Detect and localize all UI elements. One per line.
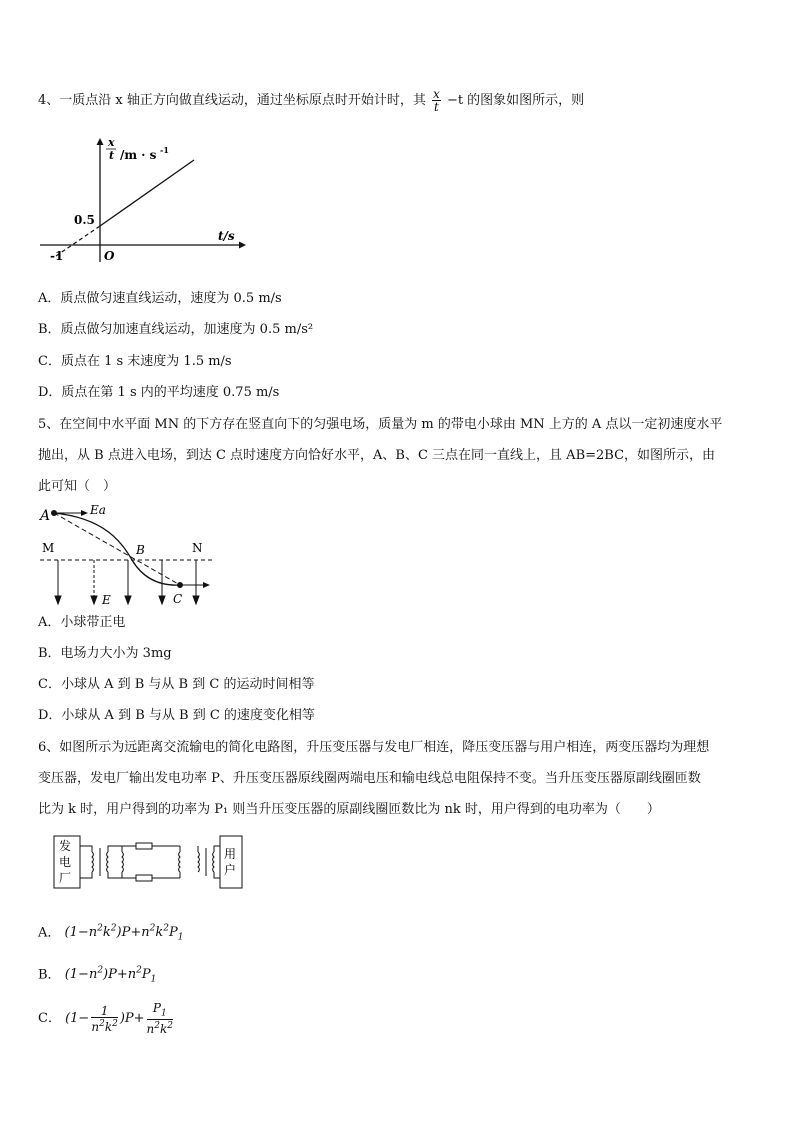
q6-coil-right bbox=[179, 852, 180, 872]
q4-x-intercept-label: -1 bbox=[50, 249, 64, 263]
q6-t2-primary bbox=[198, 852, 199, 872]
q6-choice-c-letter: C． bbox=[38, 1011, 61, 1027]
q5-label-a: A bbox=[40, 508, 51, 524]
q5-choice-c: C．小球从 A 到 B 与从 B 到 C 的运动时间相等 bbox=[38, 677, 315, 692]
q6-t1-secondary bbox=[107, 852, 108, 872]
q6-choice-c-formula: (1− $\frac{1}{n^2k^2}$ )P+ $\frac{P_1}{n^2k^2}$ bbox=[65, 1001, 174, 1037]
q5-label-ea: Ea bbox=[90, 503, 106, 517]
q6-user-char-1: 用 bbox=[224, 847, 237, 861]
q6-wire-2 bbox=[80, 872, 92, 878]
q4-xlabel: t/s bbox=[218, 229, 235, 243]
q6-stem-line-1: 6、如图所示为远距离交流输电的简化电路图，升压变压器与发电厂相连，降压变压器与用户相连，两变压器均为理想 bbox=[38, 740, 710, 755]
q4-stem-text-a: 4、一质点沿 x 轴正方向做直线运动，通过坐标原点时开始计时，其 bbox=[38, 93, 426, 108]
q5-label-c: C bbox=[173, 592, 183, 606]
q4-frac-num: x bbox=[433, 87, 440, 101]
q5-label-m: M bbox=[42, 541, 55, 555]
q6-choice-a-formula: $(1-n^2k^2)P+n^2k^2P_1$ bbox=[64, 924, 184, 943]
q5-stem-line-1: 5、在空间中水平面 MN 的下方存在竖直向下的匀强电场，质量为 m 的带电小球由 MN 上方的 A 点以一定初速度水平 bbox=[38, 417, 723, 432]
q4-ylabel-num: x bbox=[108, 136, 115, 149]
q6-choice-b-formula: $(1-n^2)P+n^2P_1$ bbox=[64, 966, 157, 985]
q4-x-arrow-icon bbox=[239, 242, 246, 249]
q4-y-arrow-icon bbox=[97, 138, 104, 145]
q4-graph-line bbox=[100, 160, 194, 226]
q5-stem-line-2: 抛出，从 B 点进入电场，到达 C 点时速度方向恰好水平，A、B、C 三点在同一直线上，且 AB=2BC，如图所示，由 bbox=[38, 448, 716, 463]
q5-abc-line bbox=[54, 513, 180, 585]
q4-origin-label: O bbox=[104, 249, 115, 263]
q5-figure bbox=[34, 500, 224, 610]
q6-t1-primary bbox=[92, 852, 93, 872]
q6-wire-1 bbox=[80, 846, 92, 852]
q4-frac-den: t bbox=[433, 100, 439, 114]
q6-stem-line-3: 比为 k 时，用户得到的功率为 P₁ 则当升压变压器的原副线圈匝数比为 nk 时，用户得到的电功率为（ ） bbox=[38, 802, 660, 817]
q5-label-b: B bbox=[136, 543, 145, 557]
q6-circuit bbox=[48, 834, 248, 894]
q5-stem-line-3: 此可知（ ） bbox=[38, 479, 117, 494]
q6-user-box bbox=[220, 836, 242, 888]
q6-choice-b bbox=[38, 962, 156, 989]
q6-choice-b-letter: B． bbox=[38, 967, 61, 983]
q6-choice-a-letter: A． bbox=[38, 925, 61, 941]
q6-coil-left bbox=[122, 852, 123, 872]
q4-stem-text-b: −t 的图象如图所示，则 bbox=[446, 93, 585, 108]
q4-fraction bbox=[432, 88, 441, 113]
q4-ylabel-den: t bbox=[109, 149, 115, 162]
q5-choice-b: B．电场力大小为 3mg bbox=[38, 646, 172, 661]
q6-resistor-bottom bbox=[136, 875, 152, 881]
q4-ylabel-unit: /m · s bbox=[120, 148, 157, 162]
q5-choice-a: A．小球带正电 bbox=[38, 615, 126, 630]
q5-label-n: N bbox=[192, 541, 203, 555]
q4-choice-a: A．质点做匀速直线运动，速度为 0.5 m/s bbox=[38, 291, 282, 306]
q6-t2-secondary bbox=[213, 852, 214, 872]
q5-velocity-arrow-head-icon bbox=[81, 510, 88, 516]
q4-ylabel-exp: -1 bbox=[160, 145, 169, 155]
q4-intercept-label: 0.5 bbox=[74, 213, 95, 227]
q6-line-bottom-left bbox=[108, 872, 122, 878]
q4-choice-d: D．质点在第 1 s 内的平均速度 0.75 m/s bbox=[38, 385, 280, 400]
q4-stem bbox=[38, 88, 584, 113]
q5-c-arrow-head-icon bbox=[203, 582, 210, 588]
q4-choice-b: B．质点做匀加速直线运动，加速度为 0.5 m/s² bbox=[38, 322, 314, 337]
q6-choice-c bbox=[38, 1002, 175, 1035]
q6-plant-char-1: 发 bbox=[59, 839, 72, 853]
q4-choice-c: C．质点在 1 s 末速度为 1.5 m/s bbox=[38, 354, 232, 369]
q6-resistor-top bbox=[136, 843, 152, 849]
q6-line-top-left bbox=[108, 846, 122, 852]
q6-choice-a bbox=[38, 920, 183, 947]
q6-user-char-2: 户 bbox=[224, 863, 237, 877]
q6-plant-char-2: 电 bbox=[59, 855, 72, 869]
q5-point-c bbox=[177, 582, 183, 588]
q4-graph bbox=[34, 132, 254, 267]
q5-choice-d: D．小球从 A 到 B 与从 B 到 C 的速度变化相等 bbox=[38, 708, 315, 723]
q6-stem-line-2: 变压器，发电厂输出发电功率 P、升压变压器原线圈两端电压和输电线总电阻保持不变。当升压变压器原副线圈匝数 bbox=[38, 771, 701, 786]
q5-point-a bbox=[51, 510, 57, 516]
q5-label-e: E bbox=[102, 593, 111, 607]
q6-plant-char-3: 厂 bbox=[59, 871, 72, 885]
